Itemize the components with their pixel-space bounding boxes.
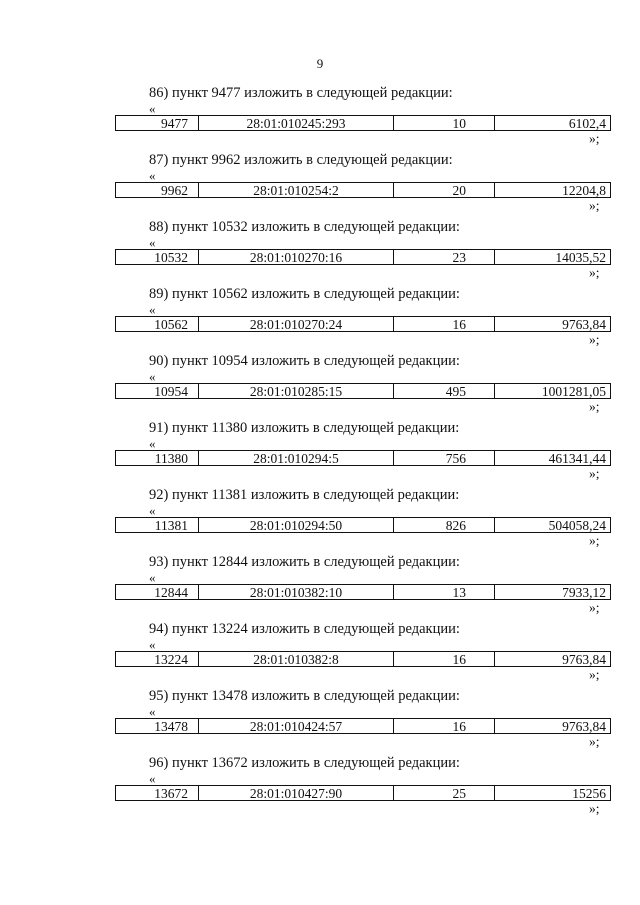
item-number-cell: 11381 bbox=[116, 518, 199, 532]
item-number-cell: 9962 bbox=[116, 183, 199, 197]
item-number-cell: 13224 bbox=[116, 652, 199, 666]
cadastral-number-cell: 28:01:010294:5 bbox=[199, 451, 394, 465]
opening-quote: « bbox=[149, 570, 156, 585]
amount-cell: 461341,44 bbox=[548, 451, 606, 466]
amount-cell: 14035,52 bbox=[555, 250, 606, 265]
opening-quote: « bbox=[149, 168, 156, 183]
page-number: 9 bbox=[316, 56, 324, 71]
amendment-heading: 88) пункт 10532 изложить в следующей редакции: bbox=[149, 219, 460, 235]
item-number-cell: 10532 bbox=[116, 250, 199, 264]
amendment-heading: 94) пункт 13224 изложить в следующей редакции: bbox=[149, 621, 460, 637]
amendment-heading: 90) пункт 10954 изложить в следующей редакции: bbox=[149, 353, 460, 369]
amount-cell: 7933,12 bbox=[562, 585, 606, 600]
opening-quote: « bbox=[149, 101, 156, 116]
amendment-entry bbox=[0, 285, 640, 352]
area-cell: 16 bbox=[394, 652, 495, 666]
amendment-list bbox=[0, 84, 640, 821]
area-cell: 20 bbox=[394, 183, 495, 197]
closing-quote: »; bbox=[589, 667, 600, 682]
amendment-entry bbox=[0, 620, 640, 687]
table-row bbox=[115, 718, 611, 734]
amendment-heading: 86) пункт 9477 изложить в следующей редакции: bbox=[149, 85, 453, 101]
cadastral-number-cell: 28:01:010294:50 bbox=[199, 518, 394, 532]
closing-quote: »; bbox=[589, 131, 600, 146]
amount-cell: 12204,8 bbox=[562, 183, 606, 198]
amendment-entry bbox=[0, 84, 640, 151]
opening-quote: « bbox=[149, 302, 156, 317]
amendment-heading: 92) пункт 11381 изложить в следующей редакции: bbox=[149, 487, 460, 503]
amendment-entry bbox=[0, 352, 640, 419]
item-number-cell: 12844 bbox=[116, 585, 199, 599]
cadastral-number-cell: 28:01:010382:10 bbox=[199, 585, 394, 599]
table-row bbox=[115, 584, 611, 600]
table-row bbox=[115, 651, 611, 667]
closing-quote: »; bbox=[589, 198, 600, 213]
cadastral-number-cell: 28:01:010382:8 bbox=[199, 652, 394, 666]
area-cell: 495 bbox=[394, 384, 495, 398]
item-number-cell: 10954 bbox=[116, 384, 199, 398]
closing-quote: »; bbox=[589, 265, 600, 280]
area-cell: 756 bbox=[394, 451, 495, 465]
closing-quote: »; bbox=[589, 332, 600, 347]
amendment-entry bbox=[0, 687, 640, 754]
table-row bbox=[115, 785, 611, 801]
amendment-entry bbox=[0, 754, 640, 821]
cadastral-number-cell: 28:01:010285:15 bbox=[199, 384, 394, 398]
amount-cell: 6102,4 bbox=[568, 116, 606, 131]
cadastral-number-cell: 28:01:010424:57 bbox=[199, 719, 394, 733]
table-row bbox=[115, 115, 611, 131]
area-cell: 23 bbox=[394, 250, 495, 264]
amount-cell: 9763,84 bbox=[562, 719, 606, 734]
amendment-entry bbox=[0, 553, 640, 620]
table-row bbox=[115, 450, 611, 466]
item-number-cell: 13672 bbox=[116, 786, 199, 800]
cadastral-number-cell: 28:01:010270:16 bbox=[199, 250, 394, 264]
cadastral-number-cell: 28:01:010270:24 bbox=[199, 317, 394, 331]
opening-quote: « bbox=[149, 235, 156, 250]
amount-cell: 504058,24 bbox=[548, 518, 606, 533]
area-cell: 25 bbox=[394, 786, 495, 800]
opening-quote: « bbox=[149, 704, 156, 719]
amendment-entry bbox=[0, 218, 640, 285]
amendment-heading: 91) пункт 11380 изложить в следующей редакции: bbox=[149, 420, 460, 436]
cadastral-number-cell: 28:01:010254:2 bbox=[199, 183, 394, 197]
table-row bbox=[115, 182, 611, 198]
amendment-heading: 89) пункт 10562 изложить в следующей редакции: bbox=[149, 286, 460, 302]
amendment-entry bbox=[0, 151, 640, 218]
opening-quote: « bbox=[149, 436, 156, 451]
closing-quote: »; bbox=[589, 466, 600, 481]
opening-quote: « bbox=[149, 771, 156, 786]
amendment-entry bbox=[0, 486, 640, 553]
closing-quote: »; bbox=[589, 600, 600, 615]
opening-quote: « bbox=[149, 503, 156, 518]
area-cell: 16 bbox=[394, 719, 495, 733]
amount-cell: 9763,84 bbox=[562, 317, 606, 332]
item-number-cell: 11380 bbox=[116, 451, 199, 465]
item-number-cell: 13478 bbox=[116, 719, 199, 733]
closing-quote: »; bbox=[589, 801, 600, 816]
table-row bbox=[115, 249, 611, 265]
amendment-entry bbox=[0, 419, 640, 486]
amendment-heading: 87) пункт 9962 изложить в следующей редакции: bbox=[149, 152, 453, 168]
table-row bbox=[115, 517, 611, 533]
amount-cell: 9763,84 bbox=[562, 652, 606, 667]
table-row bbox=[115, 383, 611, 399]
opening-quote: « bbox=[149, 369, 156, 384]
opening-quote: « bbox=[149, 637, 156, 652]
cadastral-number-cell: 28:01:010245:293 bbox=[199, 116, 394, 130]
amount-cell: 1001281,05 bbox=[541, 384, 606, 399]
area-cell: 10 bbox=[394, 116, 495, 130]
area-cell: 826 bbox=[394, 518, 495, 532]
cadastral-number-cell: 28:01:010427:90 bbox=[199, 786, 394, 800]
area-cell: 13 bbox=[394, 585, 495, 599]
amendment-heading: 93) пункт 12844 изложить в следующей редакции: bbox=[149, 554, 460, 570]
closing-quote: »; bbox=[589, 533, 600, 548]
amendment-heading: 96) пункт 13672 изложить в следующей редакции: bbox=[149, 755, 460, 771]
item-number-cell: 10562 bbox=[116, 317, 199, 331]
table-row bbox=[115, 316, 611, 332]
closing-quote: »; bbox=[589, 399, 600, 414]
amendment-heading: 95) пункт 13478 изложить в следующей редакции: bbox=[149, 688, 460, 704]
item-number-cell: 9477 bbox=[116, 116, 199, 130]
amount-cell: 15256 bbox=[572, 786, 606, 801]
area-cell: 16 bbox=[394, 317, 495, 331]
closing-quote: »; bbox=[589, 734, 600, 749]
